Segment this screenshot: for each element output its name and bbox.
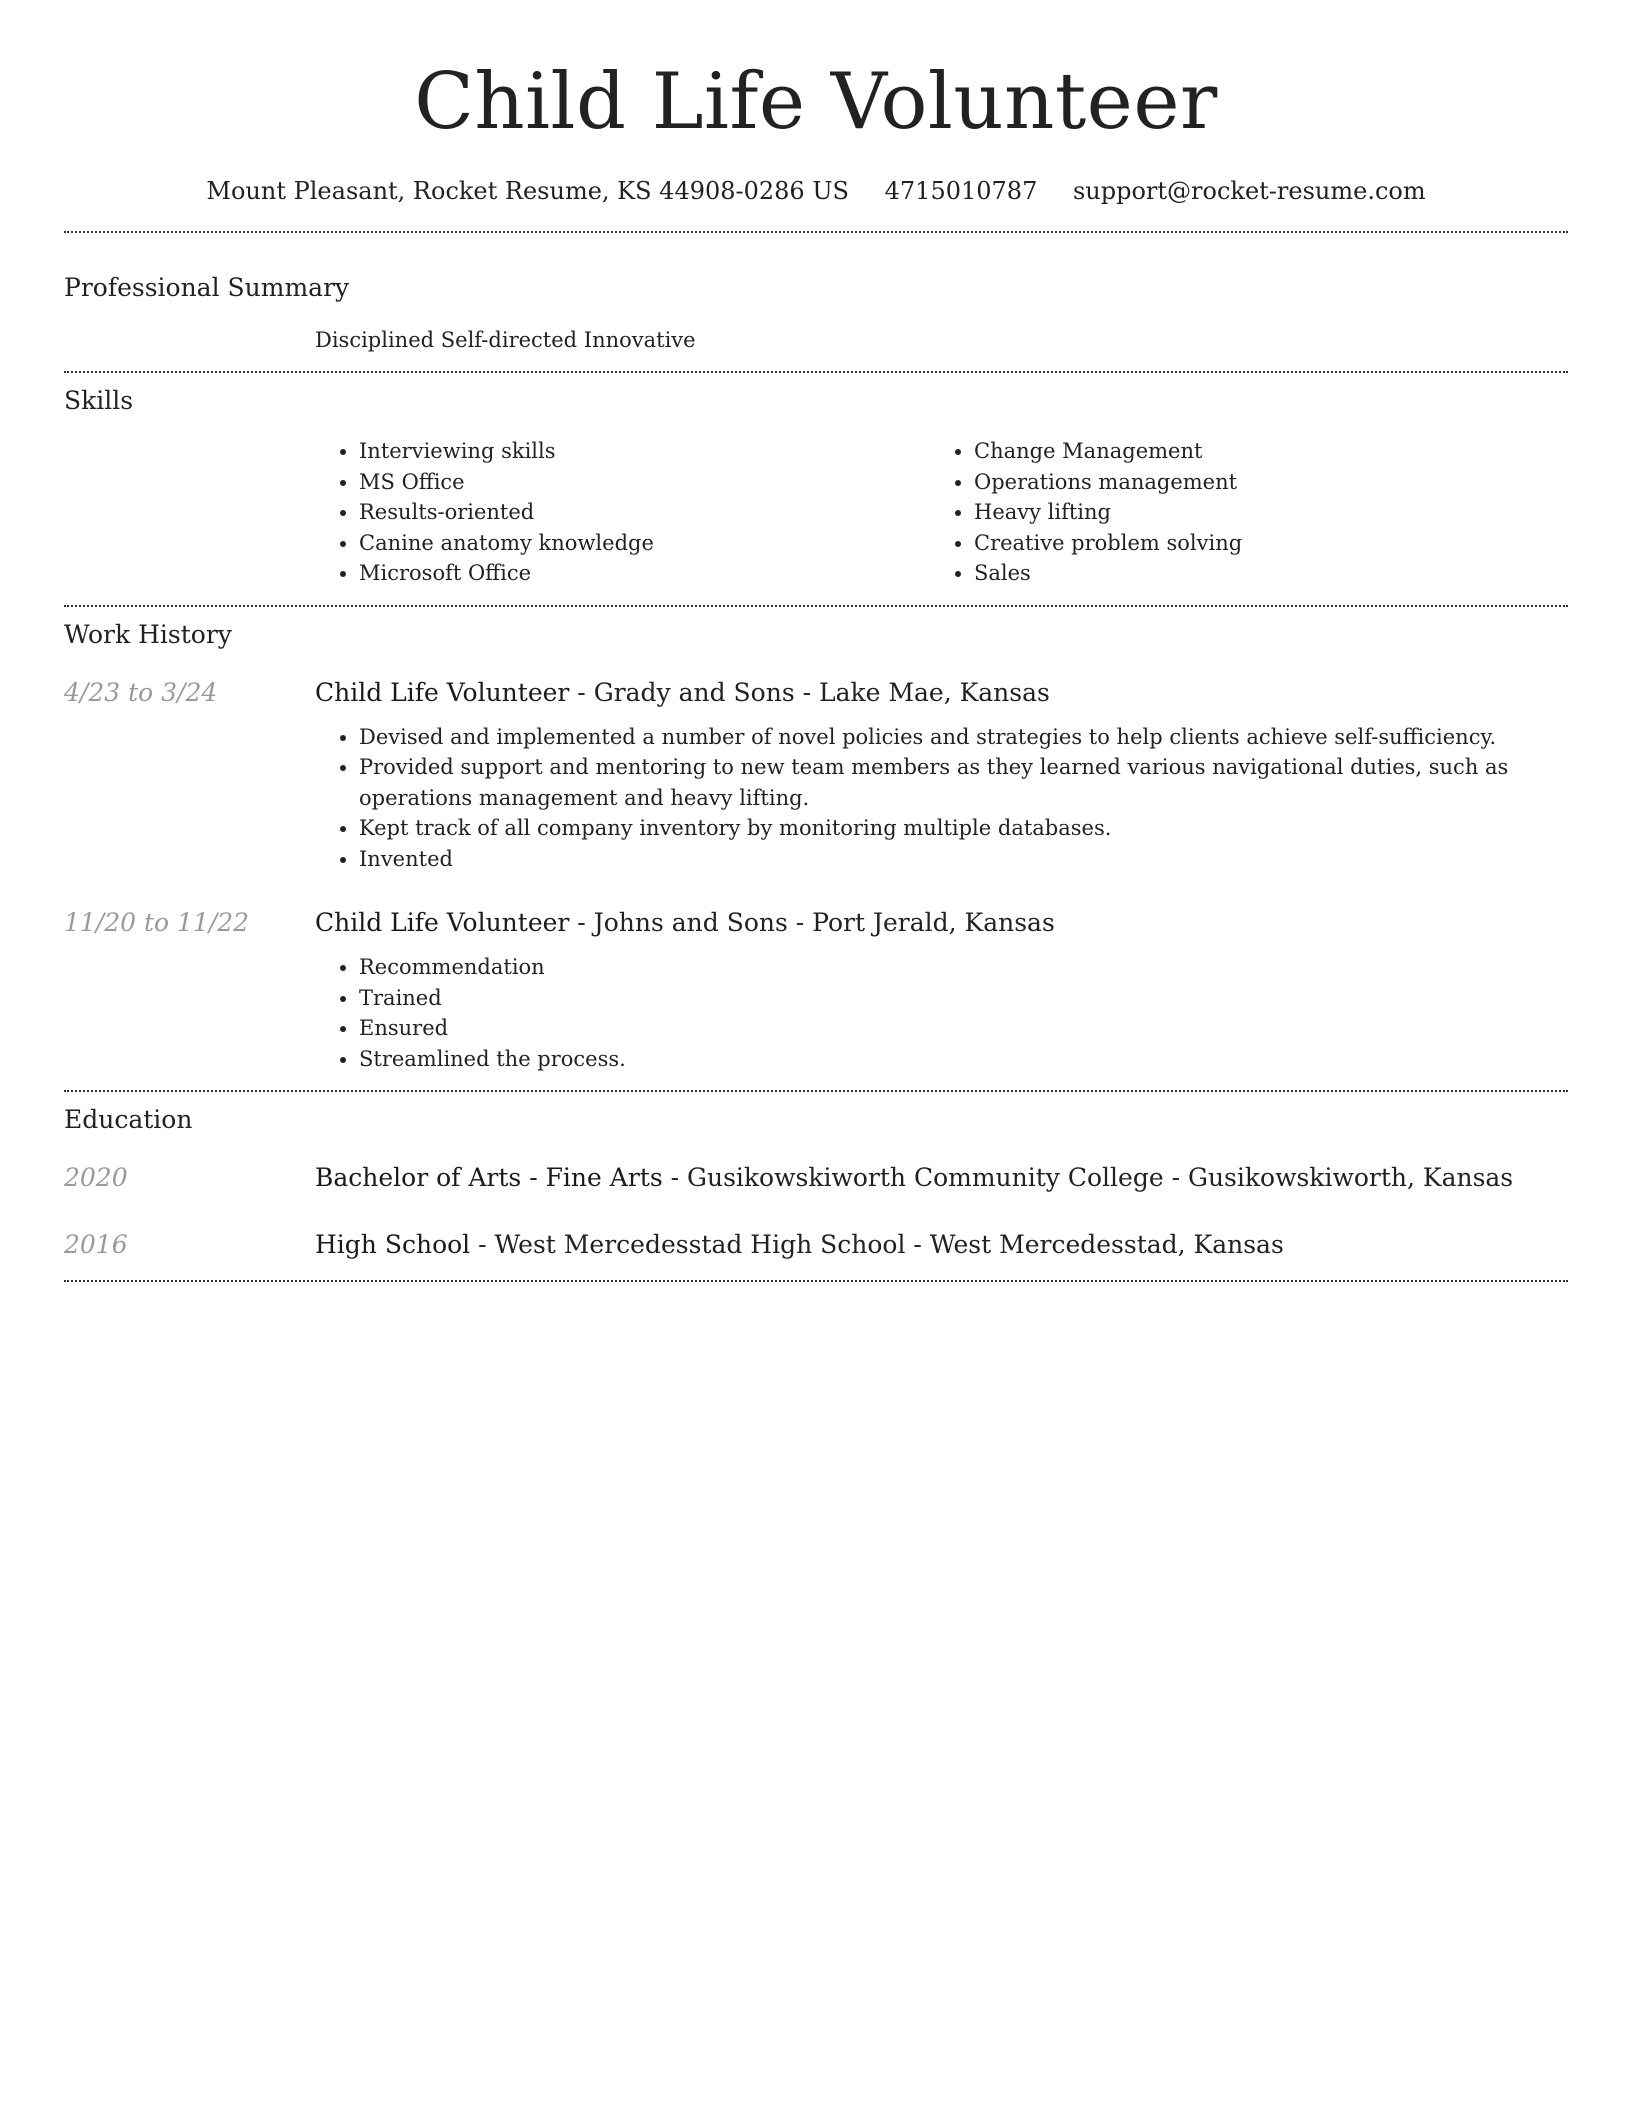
education-entry (64, 1228, 1568, 1262)
skill-item: • Interviewing skills (359, 436, 930, 467)
summary-heading: Professional Summary (64, 273, 350, 302)
divider (64, 231, 1568, 233)
skills-column-right (930, 436, 1474, 589)
job-details (315, 676, 1568, 875)
summary-text: Disciplined Self-directed Innovative (315, 328, 696, 352)
divider (64, 371, 1568, 373)
job-employer-location: - Grady and Sons - Lake Mae, Kansas (569, 677, 1050, 707)
contact-line (64, 174, 1568, 208)
education-year: 2016 (64, 1230, 128, 1259)
resume-page (64, 0, 1568, 1282)
job-bullet: • Streamlined the process. (359, 1044, 1568, 1075)
education-degree: High School (315, 1230, 471, 1259)
phone-text: 4715010787 (884, 177, 1038, 205)
job-bullet: • Recommendation (359, 952, 1568, 983)
divider (64, 605, 1568, 607)
job-bullet: • Kept track of all company inventory by monitoring multiple databases. (359, 813, 1568, 844)
skill-item: • Change Management (974, 436, 1474, 467)
job-dates: 4/23 to 3/24 (64, 677, 218, 707)
work-history-heading: Work History (64, 619, 232, 649)
skills-grid (315, 436, 1568, 589)
job-bullet: • Provided support and mentoring to new team members as they learned various navigational duties, such as operations management and heavy lifting. (359, 752, 1568, 813)
job-bullet: • Invented (359, 844, 1568, 875)
job-employer-location: - Johns and Sons - Port Jerald, Kansas (569, 908, 1055, 937)
email-link[interactable]: support@rocket-resume.com (1072, 177, 1426, 205)
skill-item: • Creative problem solving (974, 528, 1474, 559)
job-details (315, 906, 1568, 1074)
divider (64, 1280, 1568, 1282)
skill-item: • Results-oriented (359, 497, 930, 528)
job-entry (64, 906, 1568, 1074)
education-year: 2020 (64, 1163, 128, 1192)
job-bullet: • Ensured (359, 1013, 1568, 1044)
skill-item: • Microsoft Office (359, 558, 930, 589)
job-title: Child Life Volunteer (315, 677, 570, 707)
job-heading (315, 676, 1568, 710)
skills-column-left (315, 436, 930, 589)
job-bullet: • Devised and implemented a number of novel policies and strategies to help clients achieve self-sufficiency. (359, 722, 1568, 753)
education-degree: Bachelor of Arts - Fine Arts (315, 1163, 663, 1192)
skill-item: • Heavy lifting (974, 497, 1474, 528)
candidate-name: Child Life Volunteer (414, 57, 1218, 147)
skills-heading: Skills (64, 386, 134, 415)
education-entry (64, 1161, 1568, 1195)
education-school: - West Mercedesstad High School - West Mercedesstad, Kansas (470, 1230, 1284, 1259)
job-bullets (315, 952, 1568, 1074)
education-details (315, 1228, 1568, 1262)
skill-item: • Operations management (974, 467, 1474, 498)
divider (64, 1090, 1568, 1092)
job-entry (64, 676, 1568, 875)
education-details (315, 1161, 1568, 1195)
education-school: - Gusikowskiworth Community College - Gusikowskiworth, Kansas (662, 1163, 1514, 1192)
address-text: Mount Pleasant, Rocket Resume, KS 44908-0286 US (206, 177, 849, 205)
job-bullet: • Trained (359, 983, 1568, 1014)
job-title: Child Life Volunteer (315, 908, 570, 937)
skill-item: • MS Office (359, 467, 930, 498)
skill-item: • Sales (974, 558, 1474, 589)
job-bullets (315, 722, 1568, 875)
job-heading (315, 906, 1568, 940)
job-dates: 11/20 to 11/22 (64, 908, 250, 937)
skill-item: • Canine anatomy knowledge (359, 528, 930, 559)
education-heading: Education (64, 1105, 193, 1134)
